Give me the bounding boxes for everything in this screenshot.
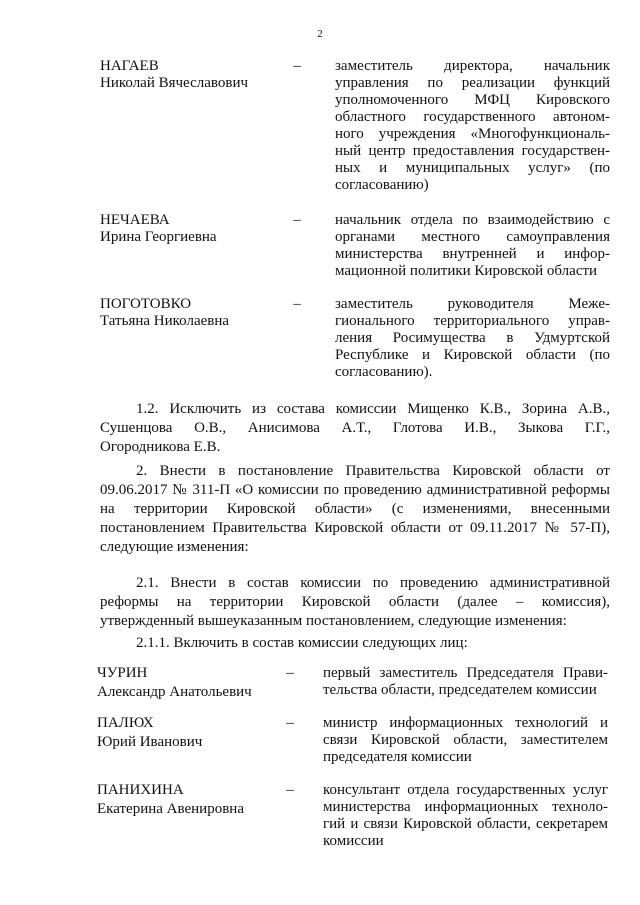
description-line: органами местного самоуправления [335, 229, 610, 245]
paragraph-line: 1.2. Исключить из состава комиссии Мищенко К.В., Зорина А.В., [136, 401, 610, 417]
member-dash: – [286, 782, 294, 798]
description-line: мационной политики Кировской области [335, 263, 598, 279]
member-surname: ПОГОТОВКО [100, 296, 192, 312]
member-description [335, 296, 610, 381]
description-line: министерства внутренней и инфор- [335, 246, 610, 262]
description-line: областного государственного автоном- [335, 109, 610, 125]
member-given-names: Александр Анатольевич [97, 684, 252, 700]
description-line: председателя комиссии [323, 749, 472, 765]
member-dash: – [286, 715, 294, 731]
member-description [323, 715, 608, 766]
paragraph-1-2 [100, 400, 610, 457]
member-dash: – [293, 58, 301, 74]
member-given-names: Екатерина Авенировна [97, 801, 244, 817]
paragraph-line: 2.1.1. Включить в состав комиссии следующих лиц: [136, 635, 468, 651]
description-line: Республике и Кировской области (по [335, 347, 610, 363]
member-dash: – [286, 665, 294, 681]
member-surname: НАГАЕВ [100, 58, 159, 74]
description-line: уполномоченного МФЦ Кировского [335, 92, 610, 108]
description-line: заместитель руководителя Меже- [335, 296, 610, 312]
paragraph-line: Огородникова Е.В. [100, 439, 221, 455]
description-line: начальник отдела по взаимодействию с [335, 212, 610, 228]
description-line: управления по реализации функций [335, 75, 610, 91]
paragraph-line: 2. Внести в постановление Правительства Кировской области от [136, 463, 610, 479]
paragraph-2 [100, 462, 610, 557]
description-line: ления Росимущества в Удмуртской [335, 330, 610, 346]
description-line: министерства информационных техноло- [323, 799, 608, 815]
member-description [335, 58, 610, 194]
description-line: заместитель директора, начальник [335, 58, 610, 74]
member-surname: ПАЛЮХ [97, 715, 154, 731]
description-line: ного учреждения «Многофункциональ- [335, 126, 610, 142]
paragraph-line: следующие изменения: [100, 539, 249, 555]
paragraph-line: 2.1. Внести в состав комиссии по проведению административной [136, 575, 610, 591]
member-given-names: Ирина Георгиевна [100, 229, 217, 245]
paragraph-line: утвержденный вышеуказанным постановлением, следующие изменения: [100, 613, 567, 629]
description-line: ный центр предоставления государствен- [335, 143, 610, 159]
description-line: тельства области, председателем комиссии [323, 682, 597, 698]
paragraph-2-1 [100, 574, 610, 631]
member-surname: ЧУРИН [97, 665, 148, 681]
description-line: комиссии [323, 833, 384, 849]
member-given-names: Татьяна Николаевна [100, 313, 230, 329]
description-line: министр информационных технологий и [323, 715, 608, 731]
description-line: согласованию). [335, 364, 433, 380]
member-surname: НЕЧАЕВА [100, 212, 170, 228]
paragraph-2-1-1 [100, 634, 610, 653]
member-description [323, 665, 608, 699]
description-line: связи Кировской области, заместителем [323, 732, 608, 748]
page-number: 2 [317, 28, 323, 40]
paragraph-line: Сушенцова О.В., Анисимова А.Т., Глотова И.В., Зыкова Г.Г., [100, 420, 610, 436]
member-dash: – [293, 296, 301, 312]
description-line: консультант отдела государственных услуг [323, 782, 608, 798]
description-line: первый заместитель Председателя Прави- [323, 665, 608, 681]
member-description [323, 782, 608, 850]
paragraph-line: 09.06.2017 № 311-П «О комиссии по проведению административной реформы [100, 482, 610, 498]
member-given-names: Юрий Иванович [97, 734, 203, 750]
member-given-names: Николай Вячеславович [100, 75, 249, 91]
paragraph-line: на территории Кировской области» (с изменениями, внесенными [100, 501, 610, 517]
paragraph-line: постановлением Правительства Кировской области от 09.11.2017 № 57-П), [100, 520, 610, 536]
member-description [335, 212, 610, 280]
description-line: гий и связи Кировской области, секретарем [323, 816, 608, 832]
member-surname: ПАНИХИНА [97, 782, 184, 798]
description-line: гионального территориального управ- [335, 313, 610, 329]
description-line: согласованию) [335, 177, 429, 193]
paragraph-line: реформы на территории Кировской области (далее – комиссия), [100, 594, 610, 610]
description-line: ных и муниципальных услуг» (по [335, 160, 610, 176]
member-dash: – [293, 212, 301, 228]
